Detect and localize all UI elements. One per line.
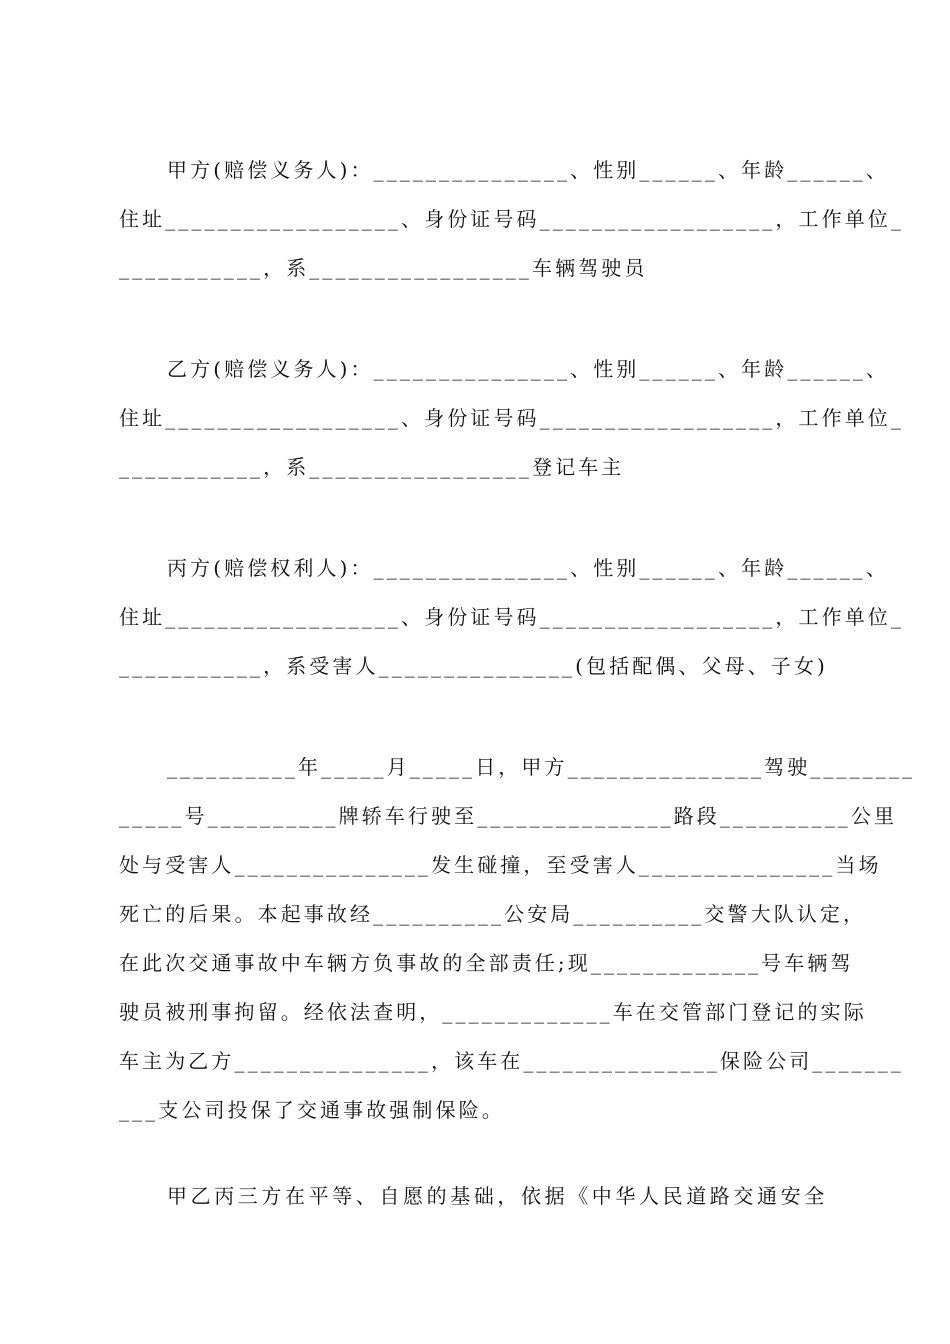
text-line: ___支公司投保了交通事故强制保险。 — [119, 1098, 505, 1122]
text-line: 住址__________________、身份证号码__________________，工作单位_ — [119, 605, 904, 629]
text-line: ___________，系_________________登记车主 — [119, 455, 625, 479]
text-line: 住址__________________、身份证号码__________________，工作单位_ — [119, 406, 904, 430]
text-line: 死亡的后果。本起事故经__________公安局__________交警大队认定， — [119, 902, 867, 926]
text-line: 甲方(赔偿义务人)：_______________、性别______、年龄______、 — [167, 158, 890, 182]
paragraph-party-a — [119, 146, 904, 293]
text-line: __________年_____月_____日，甲方_______________驾驶________ — [167, 755, 916, 779]
paragraph-agreement-basis — [119, 1172, 831, 1221]
text-line: 甲乙丙三方在平等、自愿的基础，依据《中华人民道路交通安全 — [167, 1184, 828, 1208]
text-line: 住址__________________、身份证号码__________________，工作单位_ — [119, 207, 904, 231]
paragraph-party-b — [119, 345, 904, 492]
text-line: 在此次交通事故中车辆方负事故的全部责任;现_____________号车辆驾 — [119, 951, 854, 975]
text-line: 丙方(赔偿权利人)：_______________、性别______、年龄______、 — [167, 556, 890, 580]
text-line: _____号__________牌轿车行驶至_______________路段__________公里 — [119, 804, 898, 828]
text-line: 驶员被刑事拘留。经依法查明，_____________车在交管部门登记的实际 — [119, 1000, 867, 1024]
text-line: 车主为乙方_______________，该车在_______________保险公司_______ — [119, 1049, 904, 1073]
text-line: 处与受害人_______________发生碰撞，至受害人_______________当场 — [119, 853, 882, 877]
text-line: 乙方(赔偿义务人)：_______________、性别______、年龄______、 — [167, 357, 890, 381]
text-line: ___________，系_________________车辆驾驶员 — [119, 256, 648, 280]
paragraph-party-c — [119, 544, 904, 691]
paragraph-accident-facts — [119, 743, 916, 1135]
text-line: ___________，系受害人_______________(包括配偶、父母、子女) — [119, 654, 828, 678]
